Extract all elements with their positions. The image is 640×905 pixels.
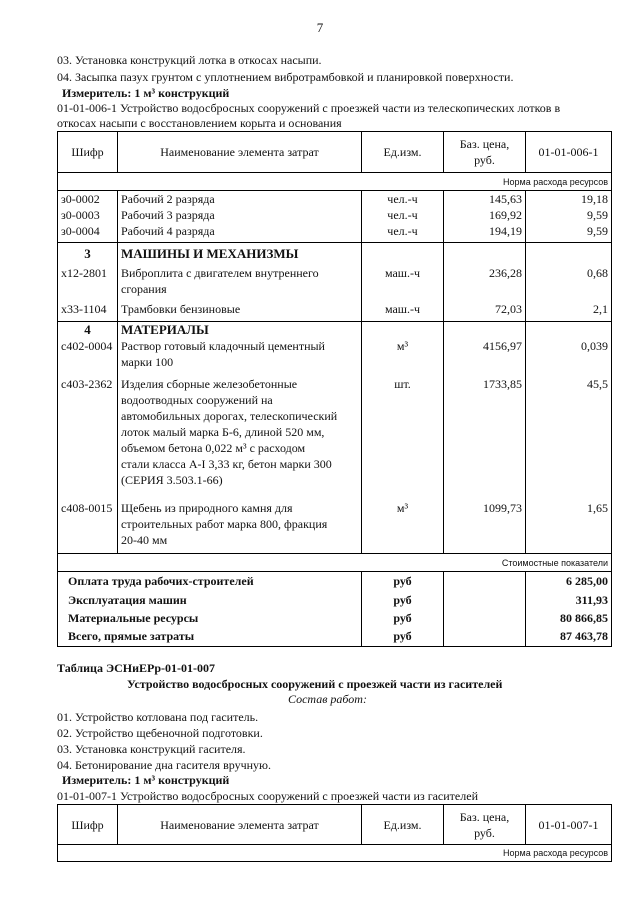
header-price-line2: руб. [474,153,495,167]
row-code: з0-0002 [58,191,118,208]
resource-table [57,131,612,647]
total-label: Оплата труда рабочих-строителей [58,572,362,591]
row-unit: чел.-ч [362,207,444,223]
row-unit: шт. [362,376,444,500]
table-row [58,500,612,554]
row-name-line: Виброплита с двигателем внутреннего [121,265,319,280]
header-price-line1: Баз. цена, [459,137,510,151]
row-name-line: автомобильных дорогах, телескопический [121,408,338,423]
section-row-materials [58,321,612,338]
row-name-line: сгорания [121,281,167,296]
page-number: 7 [316,20,324,35]
row-name-line: (СЕРИЯ 3.503.1-66) [121,472,223,487]
row-norm: 2,1 [526,297,612,322]
section-number: 4 [58,321,118,338]
row-unit: чел.-ч [362,191,444,208]
table-row [58,223,612,243]
row-name-line: Изделия сборные железобетонные [121,376,298,391]
table-row [58,376,612,500]
row-code: х12-2801 [58,265,118,297]
total-value: 6 285,00 [526,572,612,591]
code-description: 01-01-007-1 Устройство водосбросных сооружений с проезжей части из гасителей [57,789,478,803]
row-code: с408-0015 [58,500,118,554]
row-name [118,500,362,554]
meter-label: Измеритель: 1 м³ конструкций [62,86,230,100]
header-code: Шифр [58,805,118,845]
row-name: Трамбовки бензиновые [118,297,362,322]
row-unit: маш.-ч [362,297,444,322]
table-title: Таблица ЭСНиЕРр-01-01-007 [57,661,216,675]
row-unit: м³ [362,500,444,554]
row-price: 169,92 [444,207,526,223]
row-name: Рабочий 2 разряда [118,191,362,208]
row-name-line: объемом бетона 0,022 м³ с расходом [121,440,306,455]
code-description-line1: 01-01-006-1 Устройство водосбросных сооружений с проезжей части из телескопических лотков в [57,101,561,115]
table-row [58,297,612,322]
row-unit: маш.-ч [362,265,444,297]
table-row [58,207,612,223]
table-row [58,191,612,208]
header-price-line1: Баз. цена, [459,809,510,824]
row-name-line: Раствор готовый кладочный цементный [121,338,325,353]
row-name-line: 20-40 мм [121,532,168,547]
header-norm: 01-01-007-1 [526,805,612,845]
row-code: з0-0004 [58,223,118,243]
row-unit: м³ [362,338,444,376]
header-code: Шифр [58,132,118,173]
total-row [58,627,612,647]
table-row [58,265,612,297]
resource-table-2 [57,804,612,862]
row-name [118,265,362,297]
work-item-04: 04. Бетонирование дна гасителя вручную. [57,758,272,772]
row-name: Рабочий 3 разряда [118,207,362,223]
work-item-02: 02. Устройство щебеночной подготовки. [57,726,263,740]
header-norm: 01-01-006-1 [526,132,612,173]
row-name [118,376,362,500]
row-norm: 45,5 [526,376,612,500]
row-norm: 0,68 [526,265,612,297]
row-price: 4156,97 [444,338,526,376]
row-code: з0-0003 [58,207,118,223]
row-name-line: водоотводных сооружений на [121,392,273,407]
row-name: Рабочий 4 разряда [118,223,362,243]
work-item-04: 04. Засыпка пазух грунтом с уплотнением вибротрамбовкой и планировкой поверхности. [57,70,514,84]
row-unit: чел.-ч [362,223,444,243]
row-name-line: лоток малый марка Б-6, длиной 520 мм, [121,424,325,439]
header-unit: Ед.изм. [362,132,444,173]
total-value: 87 463,78 [526,627,612,647]
work-item-03: 03. Установка конструкций гасителя. [57,742,246,756]
row-price: 72,03 [444,297,526,322]
section-row-machines [58,243,612,265]
meter-label: Измеритель: 1 м³ конструкций [62,773,230,787]
header-price [444,805,526,845]
row-price: 1733,85 [444,376,526,500]
norm-caption: Норма расхода ресурсов [58,173,612,191]
row-norm: 9,59 [526,207,612,223]
total-row [58,609,612,627]
total-unit: руб [362,627,444,647]
total-label: Всего, прямые затраты [58,627,362,647]
composition-label: Состав работ: [288,692,367,706]
total-unit: руб [362,572,444,591]
row-name-line: марки 100 [121,354,174,369]
norm-caption: Норма расхода ресурсов [58,845,612,862]
header-name: Наименование элемента затрат [118,805,362,845]
total-label: Материальные ресурсы [58,609,362,627]
header-unit: Ед.изм. [362,805,444,845]
row-price: 145,63 [444,191,526,208]
section-heading: Устройство водосбросных сооружений с проезжей части из гасителей [127,677,503,691]
section-title: МАШИНЫ И МЕХАНИЗМЫ [118,243,362,265]
total-row [58,572,612,591]
row-norm: 9,59 [526,223,612,243]
row-name-line: строительных работ марка 800, фракция [121,516,328,531]
total-unit: руб [362,609,444,627]
row-name-line: Щебень из природного камня для [121,500,293,515]
code-description-line2: откосах насыпи с восстановлением корыта и основания [57,116,342,130]
section-title: МАТЕРИАЛЫ [118,321,362,338]
table-row [58,338,612,376]
row-norm: 0,039 [526,338,612,376]
total-value: 311,93 [526,591,612,609]
row-norm: 19,18 [526,191,612,208]
work-item-03: 03. Установка конструкций лотка в откосах насыпи. [57,53,322,67]
total-row [58,591,612,609]
header-price-line2: руб. [474,825,495,840]
total-unit: руб [362,591,444,609]
header-name: Наименование элемента затрат [118,132,362,173]
total-value: 80 866,85 [526,609,612,627]
header-price [444,132,526,173]
row-name-line: стали класса А-I 3,33 кг, бетон марки 300 [121,456,332,471]
row-price: 194,19 [444,223,526,243]
row-price: 236,28 [444,265,526,297]
row-code: х33-1104 [58,297,118,322]
row-name [118,338,362,376]
row-code: с402-0004 [58,338,118,376]
work-item-01: 01. Устройство котлована под гаситель. [57,710,259,724]
row-price: 1099,73 [444,500,526,554]
row-norm: 1,65 [526,500,612,554]
row-code: с403-2362 [58,376,118,500]
section-number: 3 [58,243,118,265]
total-label: Эксплуатация машин [58,591,362,609]
cost-caption: Стоимостные показатели [58,554,612,572]
